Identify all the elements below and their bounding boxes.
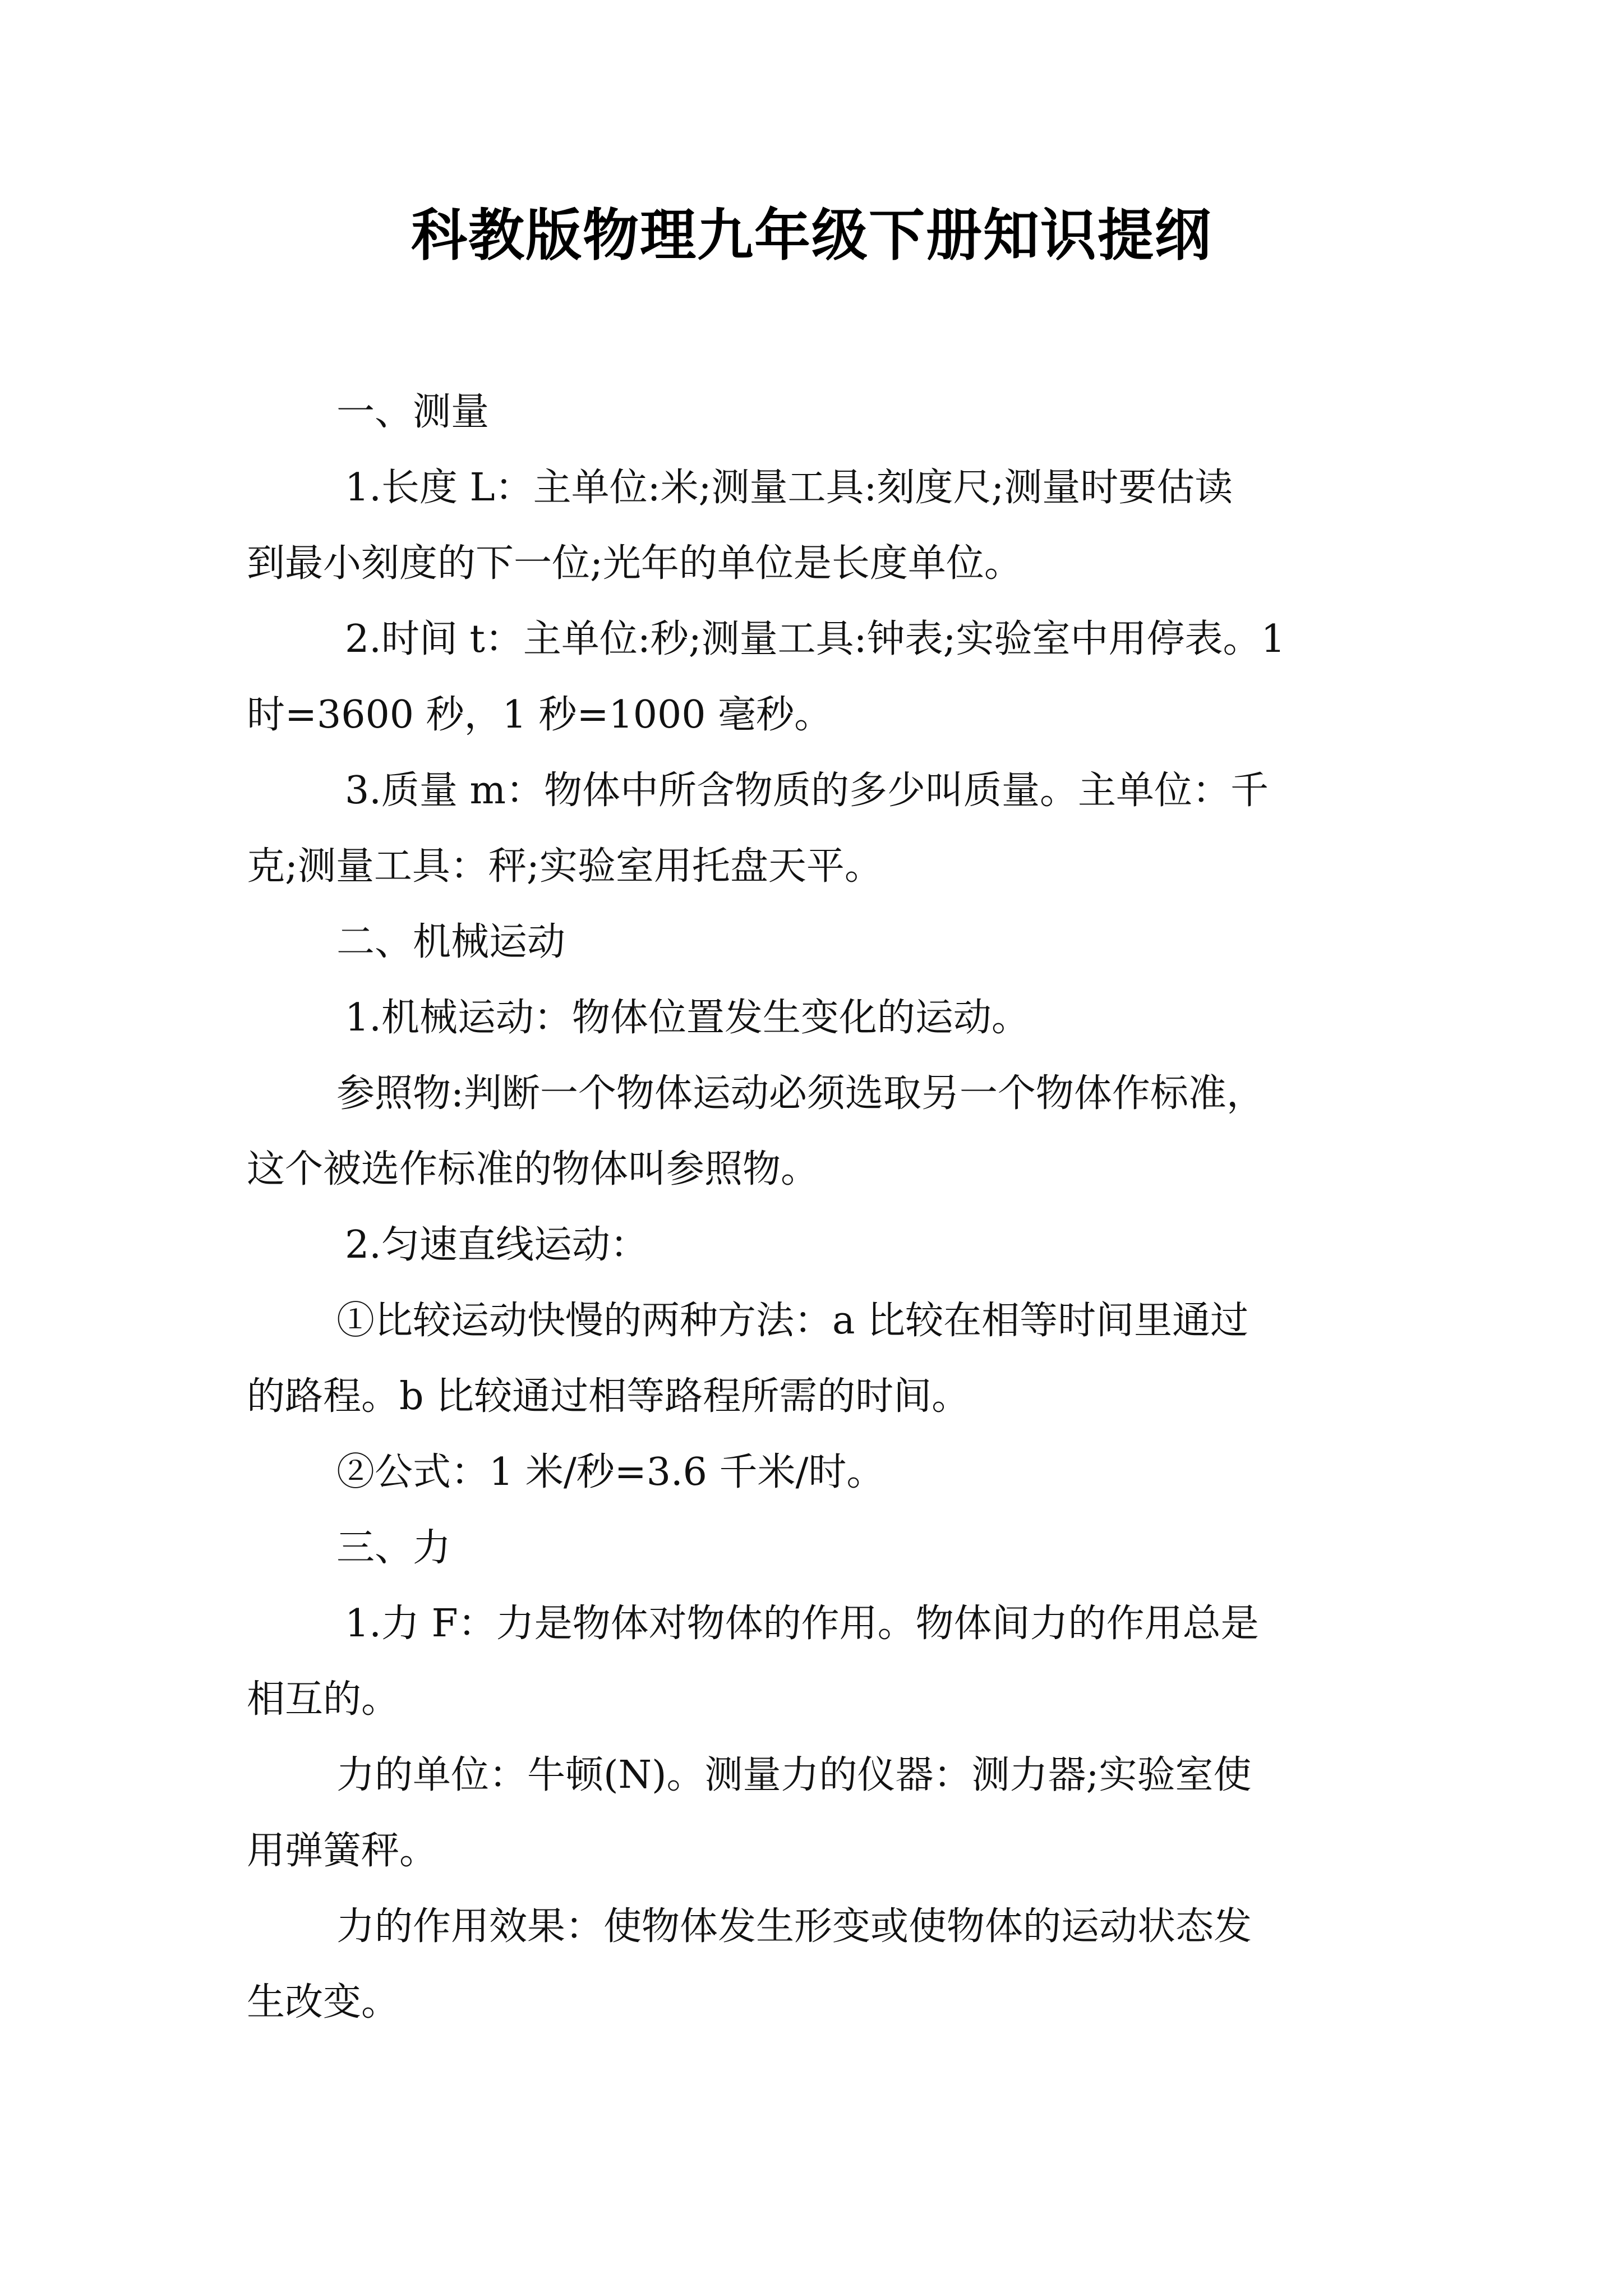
paragraph-line: 时=3600 秒，1 秒=1000 毫秒。	[247, 693, 833, 737]
paragraph-line: ①比较运动快慢的两种方法：a 比较在相等时间里通过	[336, 1299, 1249, 1343]
paragraph-line: ②公式：1 米/秒=3.6 千米/时。	[336, 1450, 885, 1494]
paragraph-line: 生改变。	[247, 1980, 400, 2024]
paragraph-line: 1.长度 L：主单位:米;测量工具:刻度尺;测量时要估读	[345, 466, 1233, 510]
paragraph-line: 2.时间 t：主单位:秒;测量工具:钟表;实验室中用停表。1	[345, 617, 1285, 661]
paragraph-line: 的路程。b 比较通过相等路程所需的时间。	[247, 1374, 970, 1419]
section-heading-force: 三、力	[336, 1526, 451, 1570]
paragraph-line: 1.机械运动：物体位置发生变化的运动。	[345, 996, 1030, 1040]
section-heading-measurement: 一、测量	[336, 390, 490, 434]
page-title: 科教版物理九年级下册知识提纲	[411, 203, 1212, 268]
paragraph-line: 力的作用效果：使物体发生形变或使物体的运动状态发	[336, 1904, 1252, 1949]
section-heading-mechanical-motion: 二、机械运动	[336, 920, 566, 964]
paragraph-line: 克;测量工具：秤;实验室用托盘天平。	[247, 844, 883, 889]
paragraph-line: 2.匀速直线运动：	[345, 1223, 648, 1267]
paragraph-line: 相互的。	[247, 1677, 400, 1722]
paragraph-line: 3.质量 m：物体中所含物质的多少叫质量。主单位：千	[345, 769, 1269, 813]
paragraph-line: 1.力 F：力是物体对物体的作用。物体间力的作用总是	[345, 1602, 1259, 1646]
paragraph-line: 用弹簧秤。	[247, 1829, 438, 1873]
paragraph-line: 参照物:判断一个物体运动必须选取另一个物体作标准，	[336, 1071, 1265, 1116]
paragraph-line: 力的单位：牛顿(N)。测量力的仪器：测力器;实验室使	[336, 1753, 1252, 1797]
paragraph-line: 这个被选作标准的物体叫参照物。	[247, 1147, 819, 1191]
paragraph-line: 到最小刻度的下一位;光年的单位是长度单位。	[247, 541, 1022, 586]
